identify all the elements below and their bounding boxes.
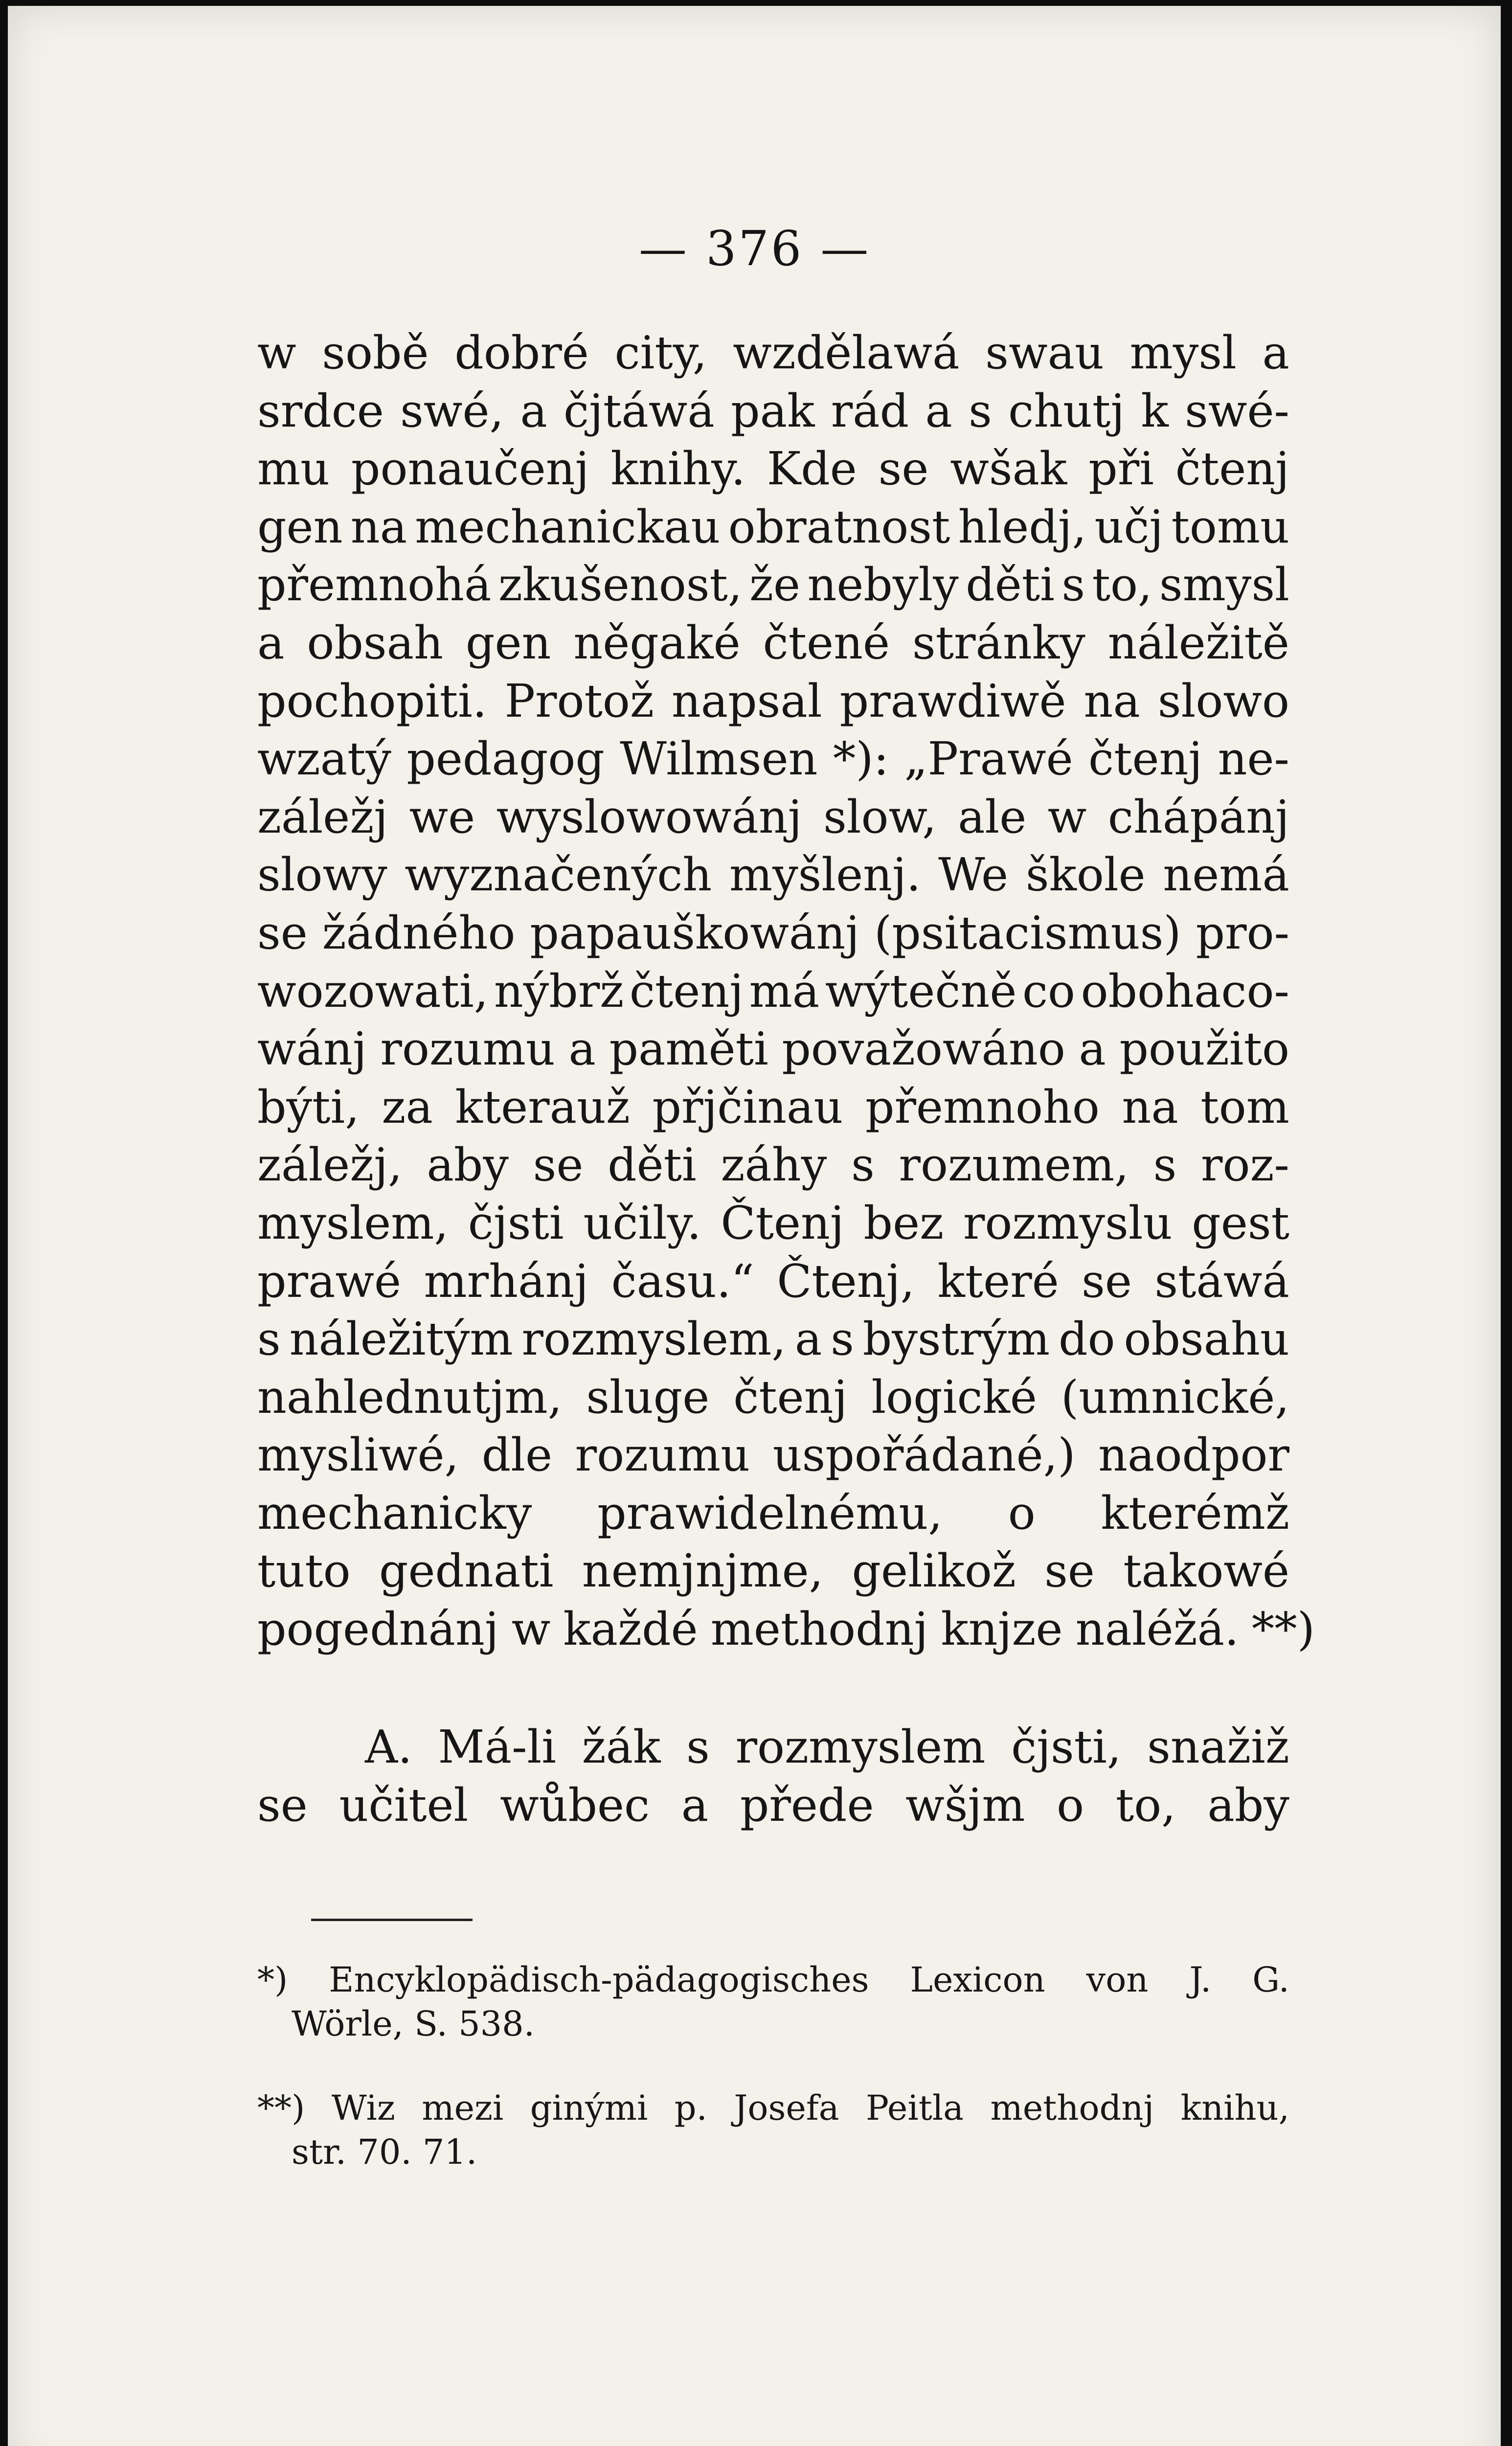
footnote-line: *) Encyklopädisch-pädagogisches Lexicon von J. G.: [257, 1960, 1289, 2000]
text-line: býti, za kterauž přjčinau přemnoho na tom: [257, 1080, 1289, 1133]
text-line: přemnohá zkušenost, že nebyly děti s to, smysl: [257, 558, 1289, 612]
footnote-line: str. 70. 71.: [292, 2132, 477, 2172]
text-line: mysliwé, dle rozumu uspořádané,) naodpor: [257, 1428, 1289, 1482]
book-page: [8, 6, 1501, 2446]
text-line: a obsah gen něgaké čtené stránky náležitě: [257, 616, 1289, 669]
text-line: pochopiti. Protož napsal prawdiwě na slowo: [257, 674, 1289, 727]
text-line: srdce swé, a čjtáwá pak rád a s chutj k swé-: [257, 384, 1289, 437]
text-line: wánj rozumu a paměti považowáno a použito: [257, 1022, 1289, 1076]
text-line: prawé mrhánj času.“ Čtenj, které se stáwá: [257, 1254, 1289, 1308]
text-line: A. Má-li žák s rozmyslem čjsti, snažiž: [365, 1721, 1289, 1773]
text-line: se učitel wůbec a přede wšjm o to, aby: [257, 1778, 1289, 1832]
page-number: — 376 —: [639, 221, 871, 277]
text-line: wozowati, nýbrž čtenj má wýtečně co obohaco-: [257, 964, 1289, 1018]
text-line: myslem, čjsti učily. Čtenj bez rozmyslu gest: [257, 1196, 1289, 1249]
text-line: mu ponaučenj knihy. Kde se wšak při čtenj: [257, 442, 1289, 496]
text-line: pogednánj w každé methodnj knjze naléžá. **): [257, 1603, 1315, 1656]
text-line: se žádného papauškowánj (psitacismus) pro-: [257, 906, 1289, 959]
text-line: wzatý pedagog Wilmsen *): „Prawé čtenj ne-: [257, 732, 1289, 786]
paragraph-2: [257, 1718, 1289, 1834]
text-line: s náležitým rozmyslem, a s bystrým do obsahu: [257, 1313, 1289, 1366]
text-line: gen na mechanickau obratnost hledj, učj tomu: [257, 500, 1289, 553]
footnote-1: [257, 1958, 1289, 2046]
footnote-divider: [311, 1919, 473, 1921]
footnote-line: Wörle, S. 538.: [292, 2004, 535, 2044]
text-line: w sobě dobré city, wzdělawá swau mysl a: [257, 326, 1289, 379]
text-line: slowy wyznačených myšlenj. We škole nemá: [257, 848, 1289, 902]
text-line: záležj, aby se děti záhy s rozumem, s roz-: [257, 1138, 1289, 1192]
text-line: nahlednutjm, sluge čtenj logické (umnické,: [257, 1370, 1289, 1424]
text-line: tuto gednati nemjnjme, gelikož se takowé: [257, 1544, 1289, 1598]
footnotes: [257, 1958, 1289, 2214]
footnote-line: **) Wiz mezi ginými p. Josefa Peitla methodnj knihu,: [257, 2088, 1289, 2128]
paragraph-1: [257, 324, 1315, 1658]
text-line: mechanicky prawidelnému, o kterémž: [257, 1486, 1289, 1540]
footnote-2: [257, 2086, 1289, 2174]
text-line: záležj we wyslowowánj slow, ale w chápánj: [257, 790, 1289, 843]
